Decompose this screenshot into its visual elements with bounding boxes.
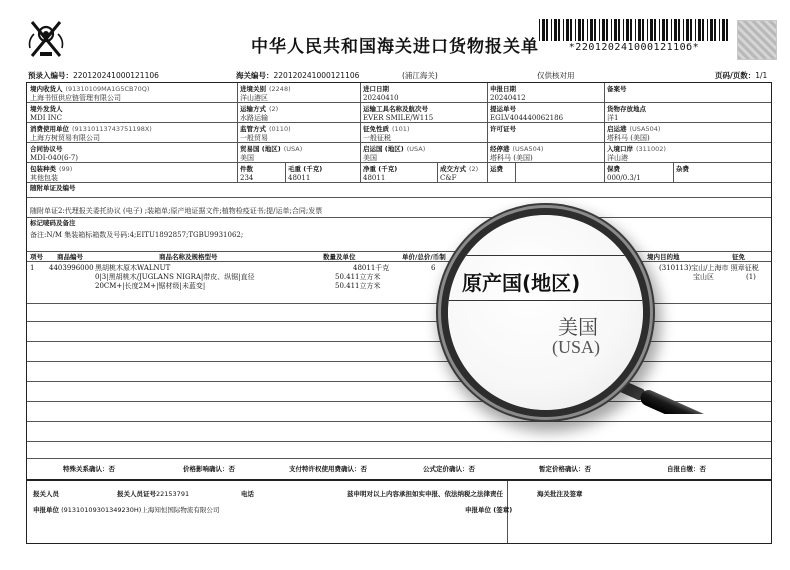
col-header-price: 单价/总价/币制 [402,253,446,261]
departure-port-label: 启运港 (USA504) [607,125,661,133]
net-weight-value: 48011 [363,174,386,182]
barcode-bar [722,19,725,41]
item-domestic-dest-line2: 宝山区 [693,273,714,281]
item-exemption: (1) [746,273,756,281]
pieces-label: 件数 [240,165,253,173]
transaction-label: 成交方式 (2) [440,165,479,173]
origin-country-label: 启运国 (地区) (USA) [363,145,426,153]
barcode-bar [570,19,572,41]
exemption-label: 征免性质 (101) [363,125,410,133]
documents-label: 随附单证及编号 [30,184,76,192]
barcode-bar [654,19,656,41]
col-header-exemption: 征免 [732,253,745,261]
item-name-line1: 黑胡桃木原木WALNUT [95,264,171,272]
price-influence-confirm: 价格影响确认：否 [183,465,235,473]
marks-label: 标记唛码及备注 [30,219,76,227]
barcode-bar [698,19,701,41]
transit-port-value: 塔科马 (美国) [490,154,533,162]
barcode-bar [599,19,600,41]
barcode-bar [674,19,677,41]
documents-value: 随附单证2:代理报关委托协议 (电子) ;装箱单;原产地证据文件;植物检疫证书;提/运单;合同;发票 [30,207,323,215]
barcode-bar [575,19,576,41]
phone-label: 电话 [241,490,254,498]
consignee-label: 境内收货人 (91310109MA1G5CB70Q) [30,85,150,93]
barcode-bar [695,19,696,41]
overseas-shipper-label: 境外发货人 [30,105,63,113]
barcode-bar [666,19,668,41]
barcode-bar [582,19,584,41]
declare-date-label: 申报日期 [490,85,516,93]
declarer-label: 报关人员 [33,490,59,498]
misc-label: 杂费 [676,165,689,173]
barcode-bar [702,19,704,41]
trade-country-value: 美国 [240,154,254,162]
exemption-value: 一般征税 [363,134,391,142]
barcode-bar [606,19,608,41]
consumer-value: 上海方树贸易有限公司 [30,134,100,142]
origin-country-value: 美国 [363,154,377,162]
item-qty-line3: 50.411立方米 [335,282,381,290]
barcode-bar [587,19,588,41]
customs-number: 海关编号：220120241000121106 [236,71,360,80]
barcode-bar [662,19,665,41]
packaging-label: 包装种类 (99) [30,165,73,173]
barcode-bar [618,19,620,41]
page-count: 页码/页数：1/1 [715,71,768,80]
declaring-unit: 申报单位 (91310109301349230H)上海知恒国际物流有限公司 [33,506,220,514]
consignee-value: 上海书恒供应链管理有限公司 [30,94,121,102]
document-title: 中华人民共和国海关进口货物报关单 [251,37,539,57]
magnifying-glass-icon [448,215,643,410]
barcode-bar [647,19,648,41]
barcode-bar [686,19,689,41]
barcode-bar [635,19,636,41]
insurance-label: 保费 [607,165,620,173]
transaction-value: C&F [440,174,457,182]
import-date-label: 进口日期 [363,85,389,93]
item-qty-line2: 50.411立方米 [335,273,381,281]
magnified-origin-label: 原产国(地区) [462,271,581,295]
barcode-bar [594,19,596,41]
transit-port-label: 经停港 (USA504) [490,145,544,153]
import-date-value: 20240410 [363,94,399,102]
item-name-line3: 20CM+|长度2M+|锯材级|未蓝变| [95,282,206,290]
transport-mode-label: 运输方式 (2) [240,105,279,113]
customs-port: (浦江海关) [402,71,438,80]
bill-no-value: EGLV404440062186 [490,114,564,122]
gross-weight-label: 毛重 (千克) [288,165,323,173]
barcode-bar [563,19,564,41]
customs-approval-label: 海关批注及签章 [537,490,583,498]
item-hs-code: 4403996000 [49,264,94,272]
contract-label: 合同协议号 [30,145,63,153]
declaration-form [26,82,772,480]
col-header-hs: 商品编号 [57,253,83,261]
barcode-bar [714,19,716,41]
declarer-id: 报关人员证号22153791 [117,490,190,498]
col-header-qty: 数量及单位 [323,253,356,261]
net-weight-label: 净重 (千克) [363,165,398,173]
magnified-origin-value: 美国 [558,315,598,339]
col-header-no: 项号 [30,253,43,261]
barcode-bar [623,19,624,41]
qr-code-icon [737,20,777,60]
special-relation-confirm: 特殊关系确认：否 [63,465,115,473]
vessel-label: 运输工具名称及航次号 [363,105,428,113]
barcode-number: *22012024100012110б* [568,42,700,53]
barcode-bar [650,19,653,41]
verification-note: 仅供核对用 [537,71,575,80]
bill-no-label: 提运单号 [490,105,516,113]
provisional-price-confirm: 暂定价格确认：否 [539,465,591,473]
declarant-section [26,480,772,544]
consumer-label: 消费使用单位 (91310113743751198X) [30,125,152,133]
marks-value: 备注:N/M 集装箱标箱数及号码:4;EITU1892857;TGBU9931062; [30,231,244,239]
barcode-bar [690,19,692,41]
unit-seal-label: 申报单位 (签章) [465,506,513,514]
barcode-bar [551,19,552,41]
barcode-bar [614,19,617,41]
overseas-shipper-value: MDI INC [30,114,63,122]
item-no: 1 [30,264,35,272]
barcode-bar [710,19,713,41]
barcode-bar [542,19,545,41]
barcode-bar [626,19,629,41]
departure-port-value: 塔科马 (美国) [607,134,650,142]
magnifier-handle-icon [618,380,768,414]
barcode-icon [537,19,731,41]
barcode-bar [659,19,660,41]
pieces-value: 234 [240,174,254,182]
barcode-bar [719,19,720,41]
storage-label: 货物存放地点 [607,105,646,113]
barcode-bar [726,19,728,41]
barcode-bar [707,19,708,41]
barcode-bar [630,19,632,41]
formula-price-confirm: 公式定价确认：否 [423,465,475,473]
self-tax-confirm: 自报自缴：否 [667,465,706,473]
gross-weight-value: 48011 [288,174,311,182]
storage-value: 洋1 [607,114,619,122]
trade-country-label: 贸易国 (地区) (USA) [240,145,303,153]
barcode-bar [590,19,593,41]
barcode-bar [642,19,644,41]
barcode-bar [678,19,680,41]
item-domestic-dest: (310113)宝山/上海市 照章征税 [659,264,759,272]
magnified-origin-code: (USA) [552,337,600,357]
legal-statement: 兹申明对以上内容承担如实申报、依法纳税之法律责任 [347,490,503,498]
col-header-domestic-dest: 境内目的地 [647,253,680,261]
entry-port-label: 入境口岸 (311002) [607,145,666,153]
vessel-value: EVER SMILE/W115 [363,114,434,122]
barcode-bar [638,19,641,41]
col-header-name: 商品名称及规格型号 [159,253,218,261]
item-qty-line1: 48011千克 [353,264,390,272]
freight-label: 运费 [490,165,503,173]
declare-date-value: 20240412 [490,94,526,102]
barcode-bar [546,19,548,41]
item-name-line2: 0|3|黑胡桃木/JUGLANS NIGRA|带皮、纵锯|直径 [95,273,255,281]
barcode-bar [602,19,605,41]
entry-port-value: 洋山港 [607,154,628,162]
supervision-value: 一般贸易 [240,134,268,142]
item-price: 6 [431,264,436,272]
barcode-bar [611,19,612,41]
supervision-label: 监管方式 (0110) [240,125,291,133]
record-no-label: 备案号 [607,85,627,93]
royalty-confirm: 支付特许权使用费确认：否 [289,465,367,473]
license-label: 许可证号 [490,125,516,133]
barcode-bar [671,19,672,41]
barcode-bar [539,19,540,41]
packaging-value: 其他包装 [30,174,58,182]
insurance-value: 000/0.3/1 [607,174,641,182]
barcode-bar [554,19,557,41]
contract-value: MDI-040(6-7) [30,154,79,162]
barcode-bar [558,19,560,41]
entry-customs-value: 洋山港区 [240,94,268,102]
barcode-bar [566,19,569,41]
barcode-bar [683,19,684,41]
pre-entry-number: 预录入编号：220120241000121106 [28,71,159,80]
entry-customs-label: 进境关别 (2248) [240,85,291,93]
barcode-bar [578,19,581,41]
transport-mode-value: 水路运输 [240,114,268,122]
